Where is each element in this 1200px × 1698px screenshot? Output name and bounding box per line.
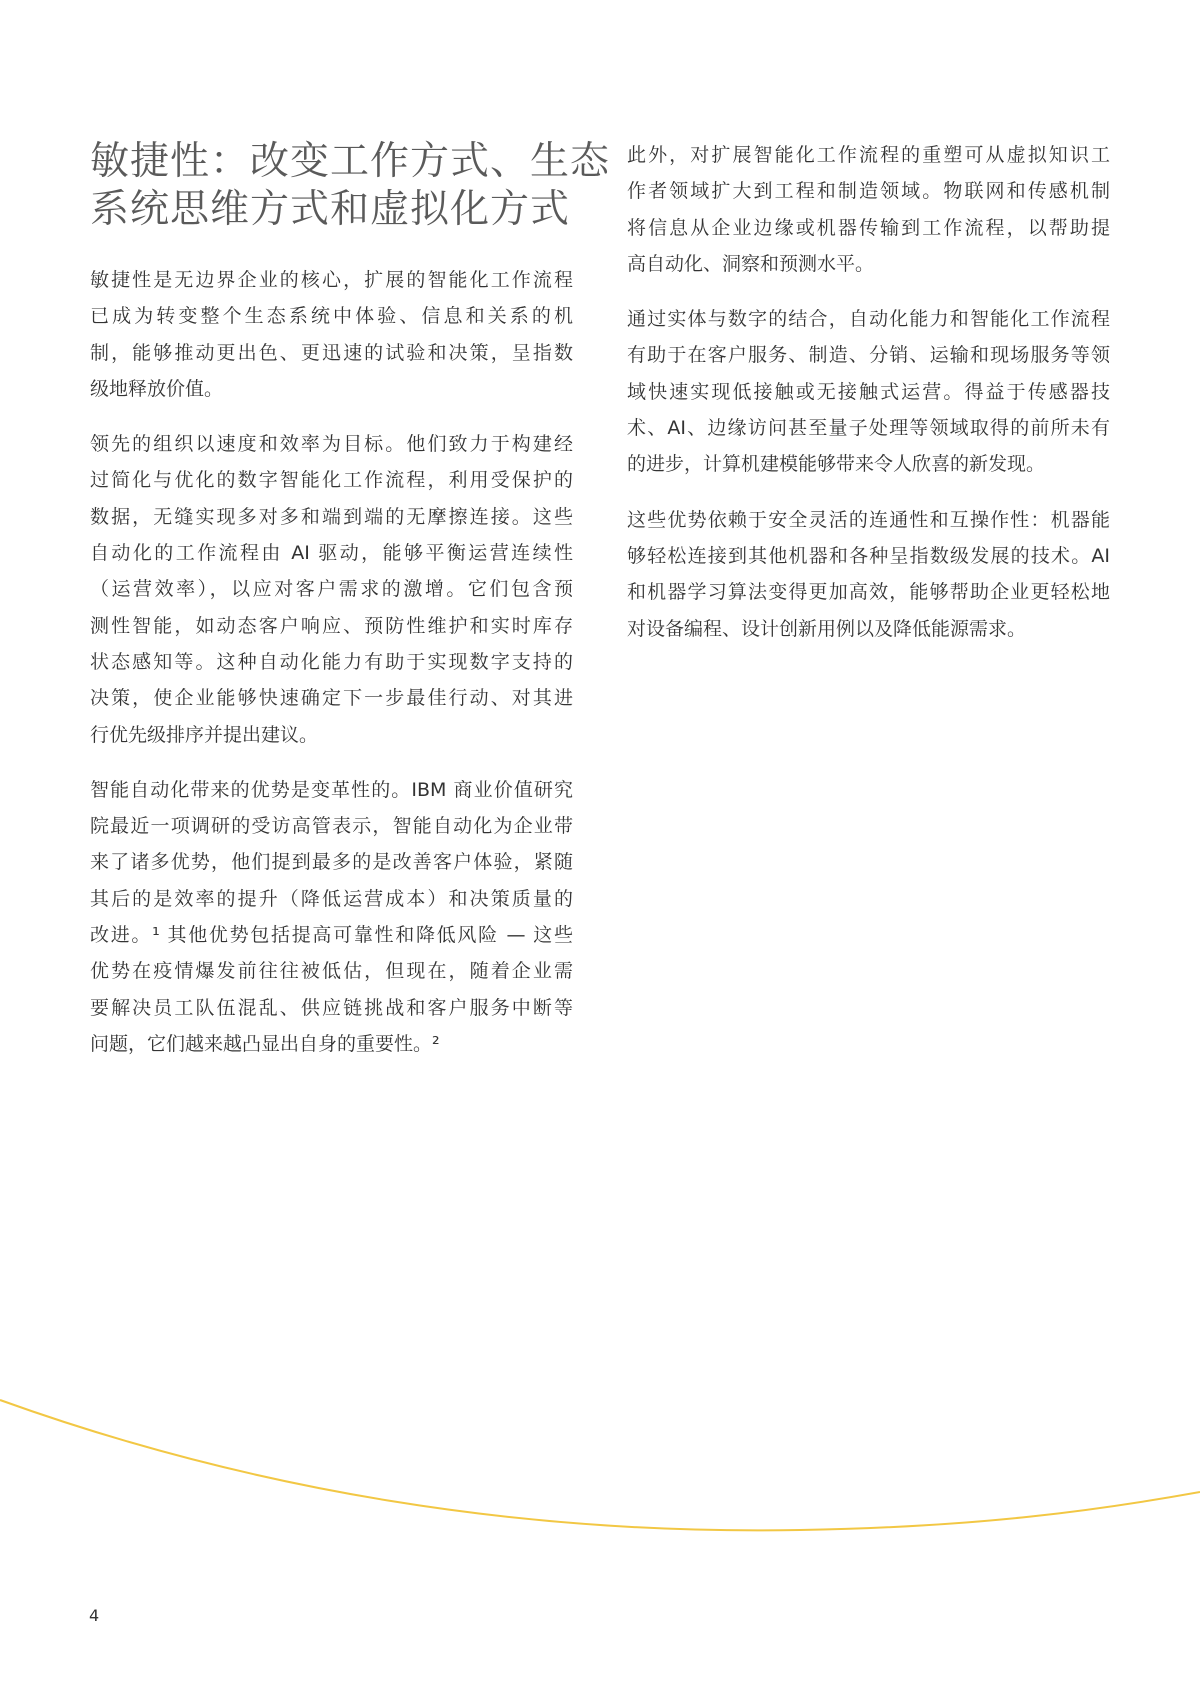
- paragraph-line: 域快速实现低接触或无接触式运营。得益于传感器技: [627, 380, 1110, 403]
- paragraph-line: 有助于在客户服务、制造、分销、运输和现场服务等领: [627, 344, 1110, 367]
- paragraph-line: 领先的组织以速度和效率为目标。他们致力于构建经: [90, 433, 573, 456]
- paragraph-line: 院最近一项调研的受访高管表示，智能自动化为企业带: [90, 815, 573, 838]
- paragraph-line: 其后的是效率的提升（降低运营成本）和决策质量的: [90, 887, 573, 910]
- paragraph-line: 状态感知等。这种自动化能力有助于实现数字支持的: [90, 650, 573, 673]
- title-line: 敏捷性：改变工作方式、生态: [90, 139, 611, 184]
- left-body: [90, 262, 573, 1062]
- paragraph-line: 够轻松连接到其他机器和各种呈指数级发展的技术。AI: [627, 544, 1110, 567]
- left-column: [90, 138, 611, 1081]
- paragraph-line: 对设备编程、设计创新用例以及降低能源需求。: [627, 617, 1027, 640]
- paragraph-line: 这些优势依赖于安全灵活的连通性和互操作性：机器能: [627, 508, 1110, 531]
- paragraph: [90, 262, 573, 407]
- page-title: [90, 138, 611, 234]
- paragraph: [90, 772, 573, 1062]
- paragraph-line: 来了诸多优势，他们提到最多的是改善客户体验，紧随: [90, 851, 573, 874]
- paragraph-line: 敏捷性是无边界企业的核心，扩展的智能化工作流程: [90, 269, 573, 291]
- paragraph-line: 测性智能，如动态客户响应、预防性维护和实时库存: [90, 614, 573, 637]
- paragraph-line: 术、AI、边缘访问甚至量子处理等领域取得的前所未有: [627, 417, 1110, 440]
- paragraph-line: 作者领域扩大到工程和制造领域。物联网和传感机制: [627, 180, 1110, 203]
- title-line: 系统思维方式和虚拟化方式: [90, 187, 571, 232]
- paragraph-line: 和机器学习算法变得更加高效，能够帮助企业更轻松地: [627, 581, 1110, 604]
- paragraph-line: 问题，它们越来越凸显出自身的重要性。²: [90, 1032, 440, 1055]
- paragraph-line: 智能自动化带来的优势是变革性的。IBM 商业价值研究: [90, 778, 573, 801]
- paragraph: [90, 426, 573, 753]
- paragraph-line: 自动化的工作流程由 AI 驱动，能够平衡运营连续性: [90, 542, 573, 565]
- paragraph-line: 此外，对扩展智能化工作流程的重塑可从虚拟知识工: [627, 144, 1110, 166]
- curve-path: [0, 1400, 1200, 1530]
- paragraph-line: 优势在疫情爆发前往往被低估，但现在，随着企业需: [90, 960, 573, 983]
- right-body: [627, 137, 1110, 647]
- page-number: 4: [89, 1606, 100, 1625]
- paragraph-line: 高自动化、洞察和预测水平。: [627, 252, 875, 275]
- paragraph-line: 级地释放价值。: [90, 377, 224, 400]
- paragraph-line: 的进步，计算机建模能够带来令人欣喜的新发现。: [627, 453, 1046, 476]
- paragraph-line: 行优先级排序并提出建议。: [90, 723, 319, 746]
- paragraph-line: 要解决员工队伍混乱、供应链挑战和客户服务中断等: [90, 996, 573, 1019]
- paragraph-line: 已成为转变整个生态系统中体验、信息和关系的机: [90, 305, 573, 328]
- paragraph-line: 过简化与优化的数字智能化工作流程，利用受保护的: [90, 469, 573, 492]
- paragraph-line: 通过实体与数字的结合，自动化能力和智能化工作流程: [627, 308, 1110, 331]
- paragraph: [627, 301, 1110, 482]
- paragraph-line: 改进。¹ 其他优势包括提高可靠性和降低风险 — 这些: [90, 924, 573, 947]
- paragraph-line: 制，能够推动更出色、更迅速的试验和决策，呈指数: [90, 341, 573, 364]
- paragraph: [627, 502, 1110, 647]
- paragraph-line: 将信息从企业边缘或机器传输到工作流程，以帮助提: [627, 216, 1110, 239]
- right-column: [627, 137, 1110, 666]
- paragraph-line: 决策，使企业能够快速确定下一步最佳行动、对其进: [90, 687, 573, 710]
- paragraph: [627, 137, 1110, 282]
- paragraph-line: （运营效率），以应对客户需求的激增。它们包含预: [90, 578, 573, 601]
- paragraph-line: 数据，无缝实现多对多和端到端的无摩擦连接。这些: [90, 505, 573, 528]
